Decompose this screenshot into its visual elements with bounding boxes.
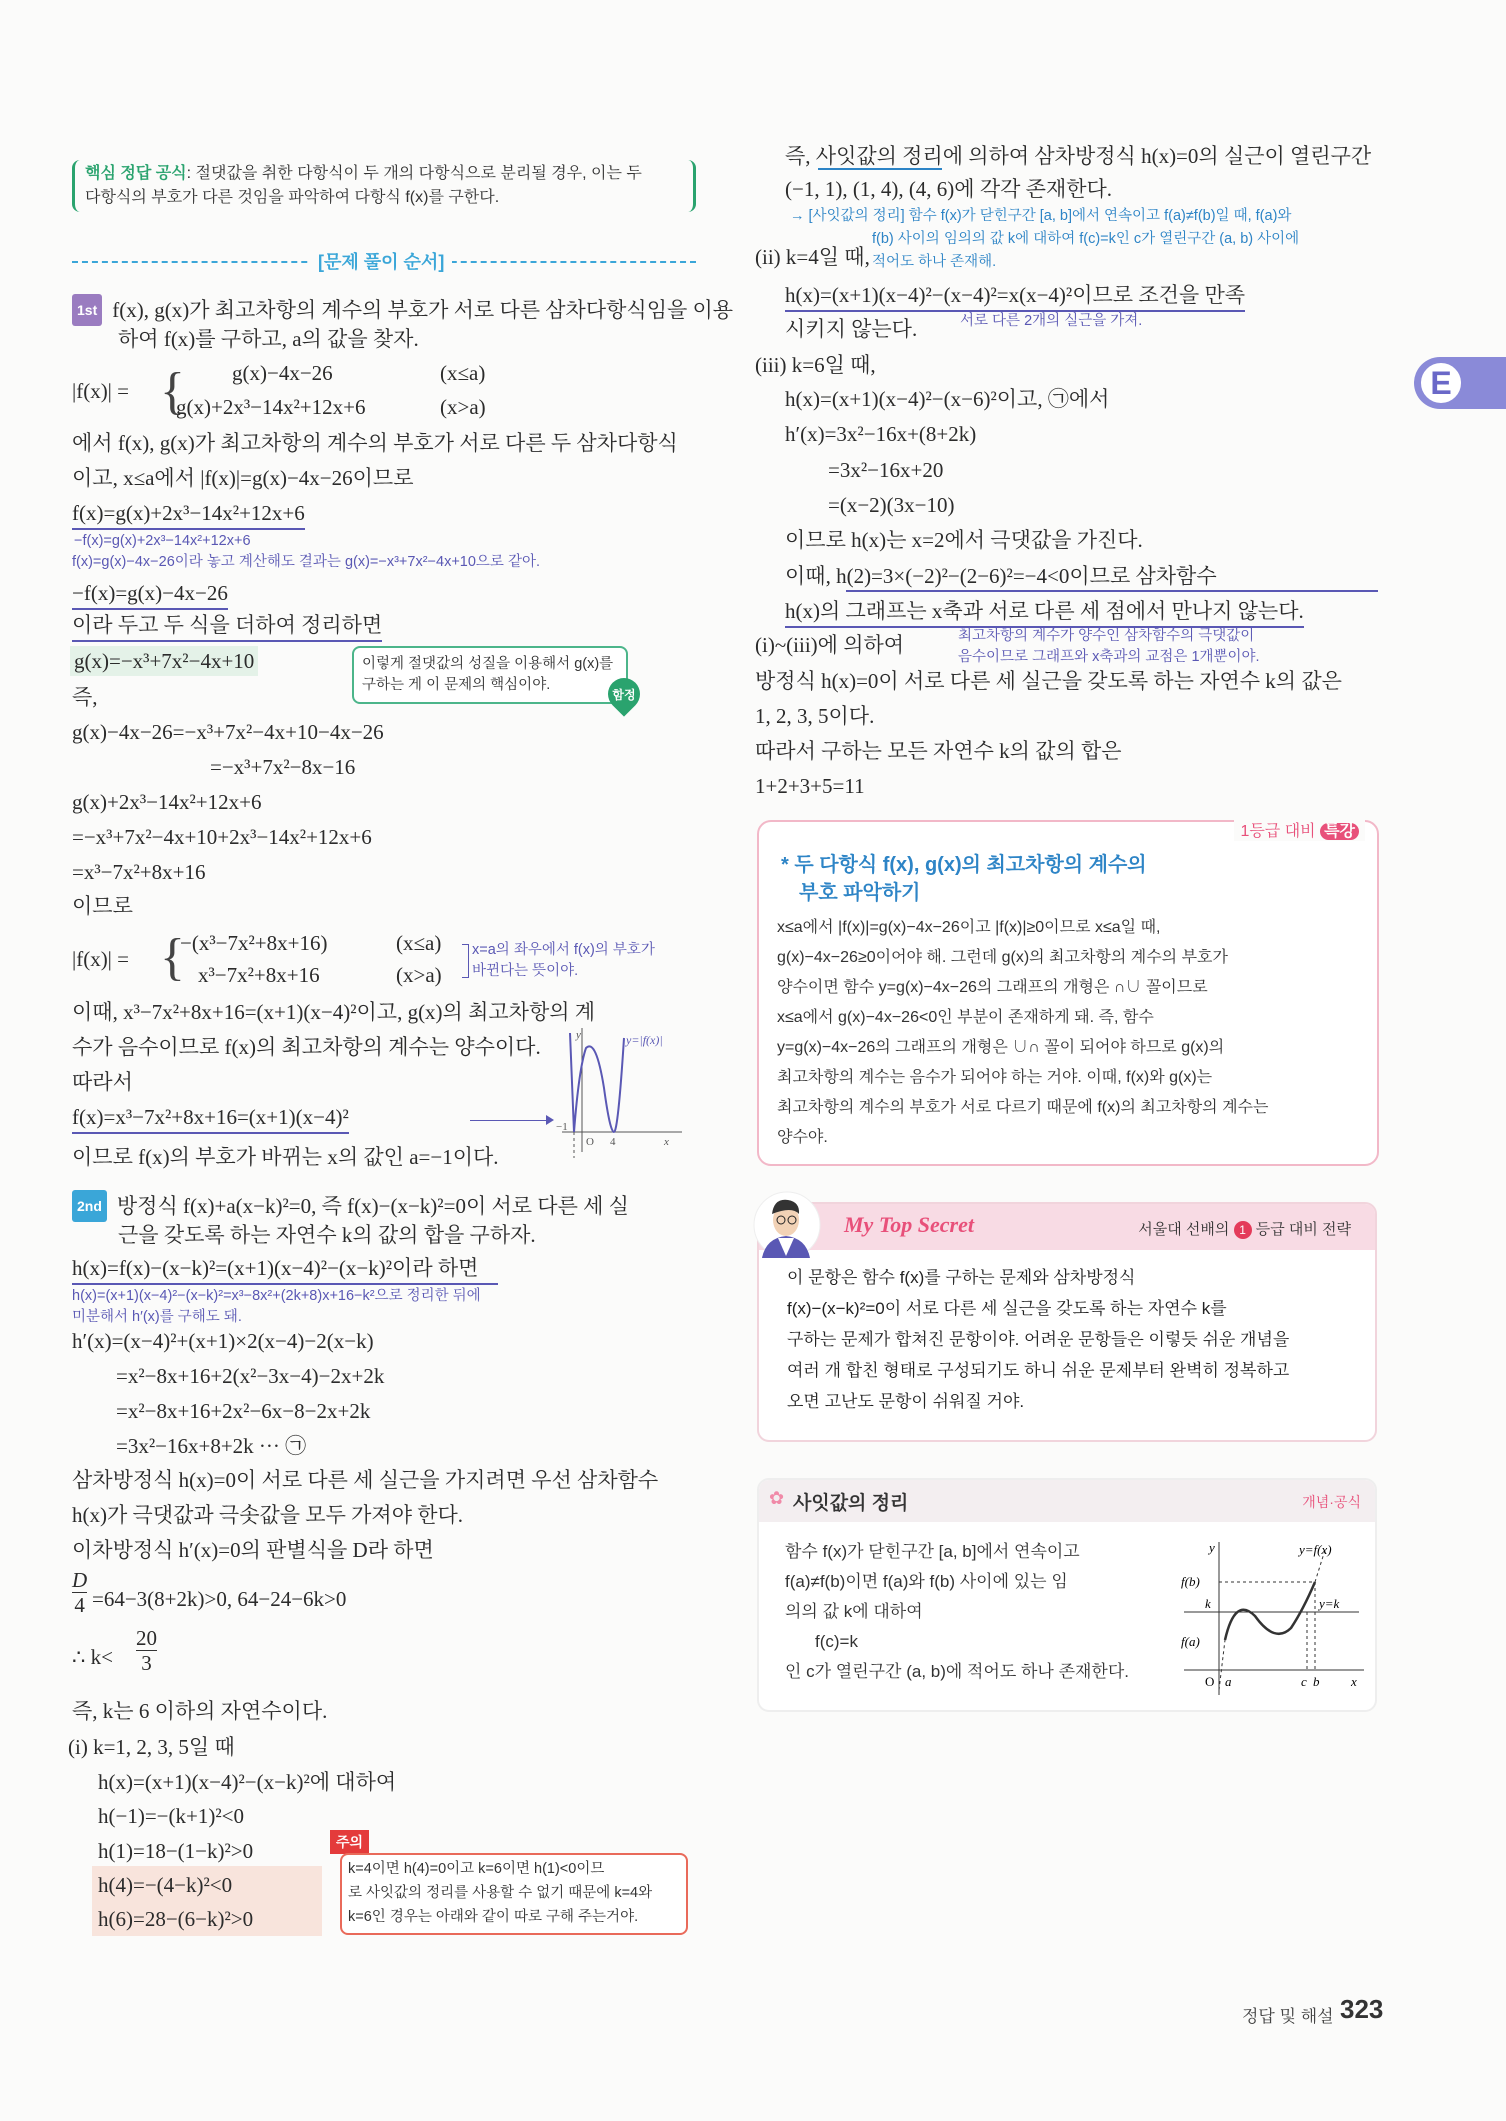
- text-line: 이므로 h(x)는 x=2에서 극댓값을 가진다.: [785, 528, 1143, 552]
- text-line: 시키지 않는다.: [785, 317, 918, 341]
- ivt-body-line: f(c)=k: [815, 1632, 858, 1651]
- numerator: D: [72, 1568, 88, 1592]
- section-tab[interactable]: [1414, 357, 1506, 409]
- c-label: c: [1301, 1674, 1307, 1689]
- special-lecture-box: [757, 820, 1379, 1166]
- caution-text: k=4이면 h(4)=0이고 k=6이면 h(1)<0이므: [348, 1861, 605, 1877]
- fb-label: f(b): [1181, 1574, 1200, 1589]
- curve: [1225, 1582, 1315, 1640]
- equation: =3x²−16x+20: [828, 458, 944, 482]
- annotation-ivt: → [사잇값의 정리] 함수 f(x)가 닫힌구간 [a, b]에서 연속이고 f(a)≠f(b)일 때, f(a)와: [790, 208, 1292, 224]
- fraction-k: [136, 1626, 157, 1675]
- text-line: 이므로: [72, 894, 133, 918]
- ivt-body-line: 의의 값 k에 대하여: [785, 1602, 923, 1621]
- secret-body-line: 오면 고난도 문항이 쉬워질 거야.: [787, 1392, 1025, 1411]
- text-line: 1, 2, 3, 5이다.: [755, 704, 875, 728]
- x-label: x: [1351, 1674, 1357, 1689]
- text-line: 즉, k는 6 이하의 자연수이다.: [72, 1699, 328, 1723]
- special-body-line: g(x)−4x−26≥0이어야 해. 그런데 g(x)의 최고차항의 계수의 부호가: [777, 949, 1228, 966]
- annotation: −f(x)=g(x)+2x³−14x²+12x+6: [74, 533, 251, 549]
- text-line: 수가 음수이므로 f(x)의 최고차항의 계수는 양수이다.: [72, 1035, 541, 1059]
- page-number: 323: [1340, 1994, 1384, 2024]
- equation: h(x)=(x+1)(x−4)²−(x−6)²이고, ㉠에서: [785, 387, 1110, 411]
- case-i: (i) k=1, 2, 3, 5일 때: [68, 1735, 235, 1759]
- piecewise2-lhs: |f(x)| =: [72, 947, 129, 971]
- text-line: 이라 두고 두 식을 더하여 정리하면: [72, 610, 382, 642]
- bracket: [462, 944, 469, 978]
- numerator: 20: [136, 1626, 157, 1650]
- secret-body-line: 이 문항은 함수 f(x)를 구하는 문제와 삼차방정식: [787, 1268, 1136, 1287]
- b-label: b: [1313, 1674, 1320, 1689]
- text-line: 즉,: [72, 685, 98, 709]
- special-body-line: 양수야.: [777, 1129, 828, 1146]
- y-label: y: [1209, 1540, 1215, 1555]
- equation: =64−3(8+2k)>0, 64−24−6k>0: [92, 1587, 347, 1611]
- text-line: 이때, h(2)=3×(−2)²−(2−6)²=−4<0이므로 삼차함수: [785, 564, 1217, 588]
- annotation: 음수이므로 그래프와 x축과의 교점은 1개뿐이야.: [958, 649, 1260, 665]
- special-title-1: * 두 다항식 f(x), g(x)의 최고차항의 계수의: [781, 854, 1147, 876]
- text-line: 이차방정식 h′(x)=0의 판별식을 D라 하면: [72, 1538, 434, 1562]
- special-body-line: x≤a에서 |f(x)|=g(x)−4x−26이고 |f(x)|≥0이므로 x≤a일 때,: [777, 919, 1161, 936]
- core-text-2: 다항식의 부호가 다른 것임을 파악하여 다항식 f(x)를 구한다.: [85, 189, 500, 206]
- callout-text: 이렇게 절댓값의 성질을 이용해서 g(x)를: [362, 656, 614, 672]
- top-secret-sub: [1138, 1218, 1351, 1239]
- ivt-box: [757, 1478, 1377, 1712]
- arrow: [470, 1120, 550, 1121]
- top-secret-title: My Top Secret: [844, 1212, 974, 1237]
- ivt-body-line: 함수 f(x)가 닫힌구간 [a, b]에서 연속이고: [785, 1542, 1080, 1561]
- underline: [818, 168, 942, 170]
- case-iii: (iii) k=6일 때,: [755, 353, 876, 377]
- text-line: 이므로 f(x)의 부호가 바뀌는 x의 값인 a=−1이다.: [72, 1145, 499, 1169]
- case-ii: (ii) k=4일 때,: [755, 245, 870, 269]
- piecewise-lhs: |f(x)| =: [72, 379, 129, 403]
- sub-label: 등급 대비 전략: [1255, 1221, 1351, 1238]
- ivt-body-line: 인 c가 열린구간 (a, b)에 적어도 하나 존재한다.: [785, 1662, 1129, 1681]
- callout-text: 구하는 게 이 문제의 핵심이야.: [362, 677, 551, 693]
- step1-text: f(x), g(x)가 최고차항의 계수의 부호가 서로 다른 삼차다항식임을 이용: [112, 298, 734, 322]
- curve: [570, 1033, 624, 1132]
- callout-key: [352, 646, 628, 704]
- x-label: x: [664, 1136, 669, 1148]
- equation-underlined: −f(x)=g(x)−4x−26: [72, 578, 228, 610]
- special-body-line: 최고차항의 계수는 음수가 되어야 하는 거야. 이때, f(x)와 g(x)는: [777, 1069, 1213, 1086]
- text-line: h(x)가 극댓값과 극솟값을 모두 가져야 한다.: [72, 1503, 464, 1527]
- ivt-graph: [1179, 1540, 1369, 1700]
- tick-4: 4: [610, 1136, 616, 1148]
- core-formula-box: [72, 160, 696, 212]
- special-tag-label: 1등급 대비: [1240, 823, 1316, 840]
- equation: =−x³+7x²−8x−16: [210, 755, 356, 779]
- text-line: 방정식 h(x)=0이 서로 다른 세 실근을 갖도록 하는 자연수 k의 값은: [755, 669, 1342, 693]
- ivt-tag: 개념·공식: [1302, 1494, 1361, 1510]
- step1-line1: [72, 294, 733, 326]
- text-line: (i)~(iii)에 의하여: [755, 633, 905, 657]
- text-line: (−1, 1), (1, 4), (4, 6)에 각각 존재한다.: [785, 177, 1113, 201]
- curve-label: y=f(x): [1299, 1542, 1332, 1557]
- step2-line2: 근을 갖도록 하는 자연수 k의 값의 합을 구하자.: [118, 1223, 536, 1247]
- piecewise2-cond1: (x≤a): [396, 931, 442, 955]
- special-tag-badge: 특강: [1320, 823, 1359, 840]
- step2-line1: [72, 1190, 629, 1222]
- denominator: 3: [141, 1651, 152, 1675]
- secret-body-line: 여러 개 합친 형태로 구성되기도 하니 쉬운 문제부터 완벽히 정복하고: [787, 1361, 1290, 1380]
- equation: h(−1)=−(k+1)²<0: [98, 1804, 244, 1828]
- piecewise-cond2: (x>a): [440, 395, 486, 419]
- equation: =(x−2)(3x−10): [828, 493, 955, 517]
- text-line: 삼차방정식 h(x)=0이 서로 다른 세 실근을 가지려면 우선 삼차함수: [72, 1468, 659, 1492]
- equation: h′(x)=3x²−16x+(8+2k): [785, 422, 977, 446]
- special-body-line: y=g(x)−4x−26의 그래프의 개형은 ∪∩ 꼴이 되어야 하므로 g(x)의: [777, 1039, 1225, 1056]
- equation: =x³−7x²+8x+16: [72, 860, 206, 884]
- caution-tag: 주의: [330, 1830, 369, 1854]
- trap-pin-label: 함정: [612, 688, 636, 702]
- text-line: 즉, 사잇값의 정리에 의하여 삼차방정식 h(x)=0의 실근이 열린구간: [785, 144, 1372, 168]
- section-tab-letter: E: [1418, 360, 1464, 406]
- equation: =x²−8x+16+2x²−6x−8−2x+2k: [116, 1399, 371, 1423]
- fa-label: f(a): [1181, 1634, 1200, 1649]
- ivt-title: 사잇값의 정리: [793, 1493, 909, 1514]
- equation: =−x³+7x²−4x+10+2x³−14x²+12x+6: [72, 825, 372, 849]
- annotation: 최고차항의 계수가 양수인 삼차함수의 극댓값이: [958, 628, 1255, 644]
- equation: h(x)=(x+1)(x−4)²−(x−k)²에 대하여: [98, 1770, 397, 1794]
- sub-label: 서울대 선배의: [1138, 1221, 1230, 1238]
- piecewise2-cond2: (x>a): [396, 963, 442, 987]
- equation: h(6)=28−(6−k)²>0: [98, 1907, 254, 1931]
- annotation: 미분해서 h′(x)를 구해도 돼.: [72, 1309, 242, 1325]
- equation-underlined: f(x)=g(x)+2x³−14x²+12x+6: [72, 498, 305, 530]
- annotation: x=a의 좌우에서 f(x)의 부호가: [472, 942, 655, 958]
- k-label: k: [1205, 1596, 1211, 1611]
- highlighted-result: g(x)=−x³+7x²−4x+10: [70, 646, 258, 676]
- text-line: 따라서 구하는 모든 자연수 k의 값의 합은: [755, 739, 1122, 763]
- equation-underlined: h(x)=(x+1)(x−4)²−(x−4)²=x(x−4)²이므로 조건을 만족: [785, 280, 1245, 312]
- a-label: a: [1225, 1674, 1232, 1689]
- tick-minus1: −1: [556, 1121, 568, 1133]
- equation-underlined: f(x)=x³−7x²+8x+16=(x+1)(x−4)²: [72, 1102, 349, 1134]
- core-text: : 절댓값을 취한 다항식이 두 개의 다항식으로 분리될 경우, 이는 두: [186, 165, 642, 182]
- special-tag: [1234, 818, 1365, 841]
- flower-icon: ✿: [769, 1488, 785, 1508]
- annotation-ivt: f(b) 사이의 임의의 값 k에 대하여 f(c)=k인 c가 열린구간 (a, b) 사이에: [872, 231, 1300, 247]
- graph-abs-f: [552, 1028, 692, 1158]
- text-line: 이때, x³−7x²+8x+16=(x+1)(x−4)²이고, g(x)의 최고차항의 계: [72, 1000, 596, 1024]
- step1-line2: 하여 f(x)를 구하고, a의 값을 찾자.: [118, 327, 419, 351]
- step1-badge: 1st: [72, 294, 102, 326]
- grade-badge: 1: [1234, 1221, 1252, 1239]
- piecewise2-case1: −(x³−7x²+8x+16): [180, 931, 328, 955]
- annotation: 서로 다른 2개의 실근을 가져.: [960, 313, 1143, 329]
- origin: O: [1205, 1674, 1215, 1689]
- special-body-line: 최고차항의 계수의 부호가 서로 다르기 때문에 f(x)의 최고차항의 계수는: [777, 1099, 1269, 1116]
- caution-text: k=6인 경우는 아래와 같이 따로 구해 주는거야.: [348, 1909, 639, 1925]
- text-line: 이고, x≤a에서 |f(x)|=g(x)−4x−26이므로: [72, 466, 414, 490]
- equation: h′(x)=(x−4)²+(x+1)×2(x−4)−2(x−k): [72, 1329, 374, 1353]
- denominator: 4: [74, 1593, 85, 1617]
- caution-box: [340, 1853, 688, 1935]
- secret-body-line: 구하는 문제가 합쳐진 문항이야. 어려운 문항들은 이렇듯 쉬운 개념을: [787, 1330, 1290, 1349]
- core-label: 핵심 정답 공식: [85, 165, 187, 182]
- equation: =x²−8x+16+2(x²−3x−4)−2x+2k: [116, 1364, 385, 1388]
- equation: =3x²−16x+8+2k ··· ㉠: [116, 1434, 307, 1458]
- text-line: h(x)의 그래프는 x축과 서로 다른 세 점에서 만나지 않는다.: [785, 596, 1304, 628]
- piecewise-case2: g(x)+2x³−14x²+12x+6: [176, 395, 366, 419]
- brace: {: [160, 363, 185, 420]
- special-body-line: 양수이면 함수 y=g(x)−4x−26의 그래프의 개형은 ∩∪ 꼴이므로: [777, 979, 1208, 996]
- order-title: [문제 풀이 순서]: [310, 248, 452, 274]
- piecewise2-case2: x³−7x²+8x+16: [198, 963, 320, 987]
- piecewise-cond1: (x≤a): [440, 361, 486, 385]
- equation: g(x)−4x−26=−x³+7x²−4x+10−4x−26: [72, 720, 384, 744]
- annotation: 바뀐다는 뜻이야.: [472, 963, 579, 979]
- caution-text: 로 사잇값의 정리를 사용할 수 없기 때문에 k=4와: [348, 1885, 653, 1901]
- brace: {: [160, 929, 185, 986]
- avatar: [752, 1190, 822, 1260]
- special-title-2: 부호 파악하기: [799, 882, 921, 904]
- step2-text: 방정식 f(x)+a(x−k)²=0, 즉 f(x)−(x−k)²=0이 서로 다른 세 실: [116, 1194, 629, 1218]
- equation: ∴ k<: [72, 1645, 113, 1669]
- equation-underlined: h(x)=f(x)−(x−k)²=(x+1)(x−4)²−(x−k)²이라 하면: [72, 1253, 498, 1285]
- footer-label: 정답 및 해설: [1242, 2007, 1334, 2026]
- secret-body-line: f(x)−(x−k)²=0이 서로 다른 세 실근을 갖도록 하는 자연수 k를: [787, 1299, 1227, 1318]
- top-secret-box: [757, 1202, 1377, 1442]
- equation: h(1)=18−(1−k)²>0: [98, 1839, 254, 1863]
- ivt-body-line: f(a)≠f(b)이면 f(a)와 f(b) 사이에 있는 임: [785, 1572, 1068, 1591]
- text-line: 따라서: [72, 1070, 133, 1094]
- underline: [846, 590, 1378, 592]
- special-body-line: x≤a에서 g(x)−4x−26<0인 부분이 존재하게 돼. 즉, 함수: [777, 1009, 1154, 1026]
- equation: g(x)+2x³−14x²+12x+6: [72, 790, 262, 814]
- step2-badge: 2nd: [72, 1190, 107, 1222]
- curve-label: y=|f(x)|: [626, 1033, 663, 1047]
- origin: O: [586, 1136, 594, 1148]
- annotation: h(x)=(x+1)(x−4)²−(x−k)²=x³−8x²+(2k+8)x+16−k²으로 정리한 뒤에: [72, 1288, 481, 1304]
- final-answer: 1+2+3+5=11: [755, 774, 865, 798]
- equation: h(4)=−(4−k)²<0: [98, 1873, 233, 1897]
- curve-ext: [1219, 1550, 1325, 1690]
- annotation: f(x)=g(x)−4x−26이라 놓고 계산해도 결과는 g(x)=−x³+7x²−4x+10으로 같아.: [72, 554, 541, 570]
- fraction-d: [72, 1568, 87, 1617]
- text-line: 에서 f(x), g(x)가 최고차항의 계수의 부호가 서로 다른 두 삼차다항식: [72, 431, 678, 455]
- yk-label: y=k: [1319, 1596, 1340, 1611]
- piecewise-case1: g(x)−4x−26: [232, 361, 333, 385]
- y-label: y: [576, 1029, 581, 1041]
- annotation-ivt: 적어도 하나 존재해.: [872, 254, 997, 270]
